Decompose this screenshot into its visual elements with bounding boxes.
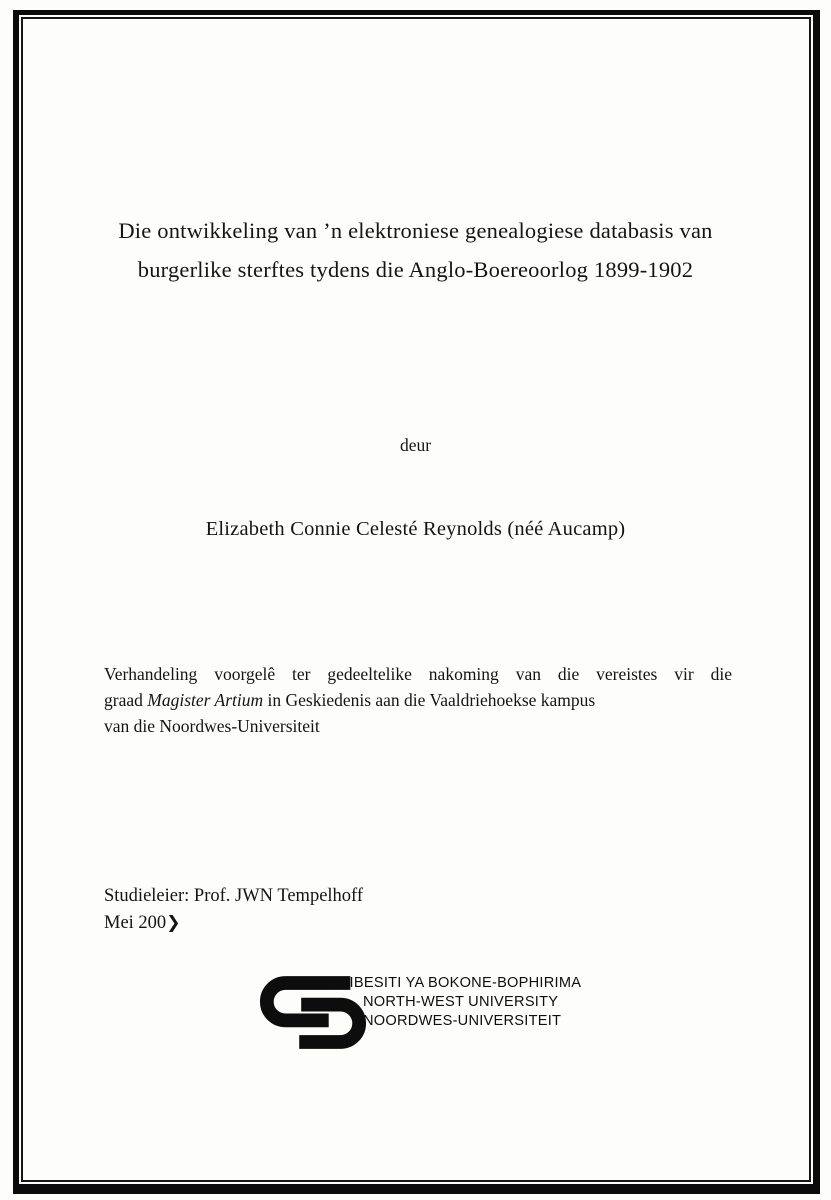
statement-line-2 [104, 688, 732, 714]
author-name: Elizabeth Connie Celesté Reynolds (néé Aucamp) [205, 518, 626, 540]
degree-statement [104, 662, 732, 739]
statement-line-2-post: in Geskiedenis aan die Vaaldriehoekse kampus [263, 689, 596, 710]
supervisor-line: Studieleier: Prof. JWN Tempelhoff [104, 886, 364, 906]
statement-line-3: van die Noordwes-Universiteit [104, 715, 320, 736]
degree-name: Magister Artium [147, 689, 264, 710]
thesis-title [60, 211, 771, 289]
logo-line-afrikaans: NOORDWES-UNIVERSITEIT [363, 1013, 562, 1029]
nwu-wordmark [318, 974, 581, 1031]
supervisor-block [104, 883, 363, 937]
statement-line-2-pre: graad [104, 689, 148, 710]
logo-line-setswana: YUNIBESITI YA BOKONE-BOPHIRIMA [318, 975, 582, 991]
date-final-digit: ❯ [166, 913, 181, 933]
statement-line-1: Verhandeling voorgelê ter gedeeltelike nakoming van die vereistes vir die [104, 664, 732, 684]
date-prefix: Mei 200 [104, 913, 167, 933]
nwu-logo [256, 972, 586, 1060]
title-line-1: Die ontwikkeling van ’n elektroniese genealogiese databasis van [118, 218, 713, 243]
byline: deur [399, 435, 432, 455]
title-line-2: burgerlike sterftes tydens die Anglo-Boereoorlog 1899-1902 [137, 257, 694, 282]
date-line [104, 910, 363, 937]
logo-line-english: NORTH-WEST UNIVERSITY [363, 994, 559, 1010]
